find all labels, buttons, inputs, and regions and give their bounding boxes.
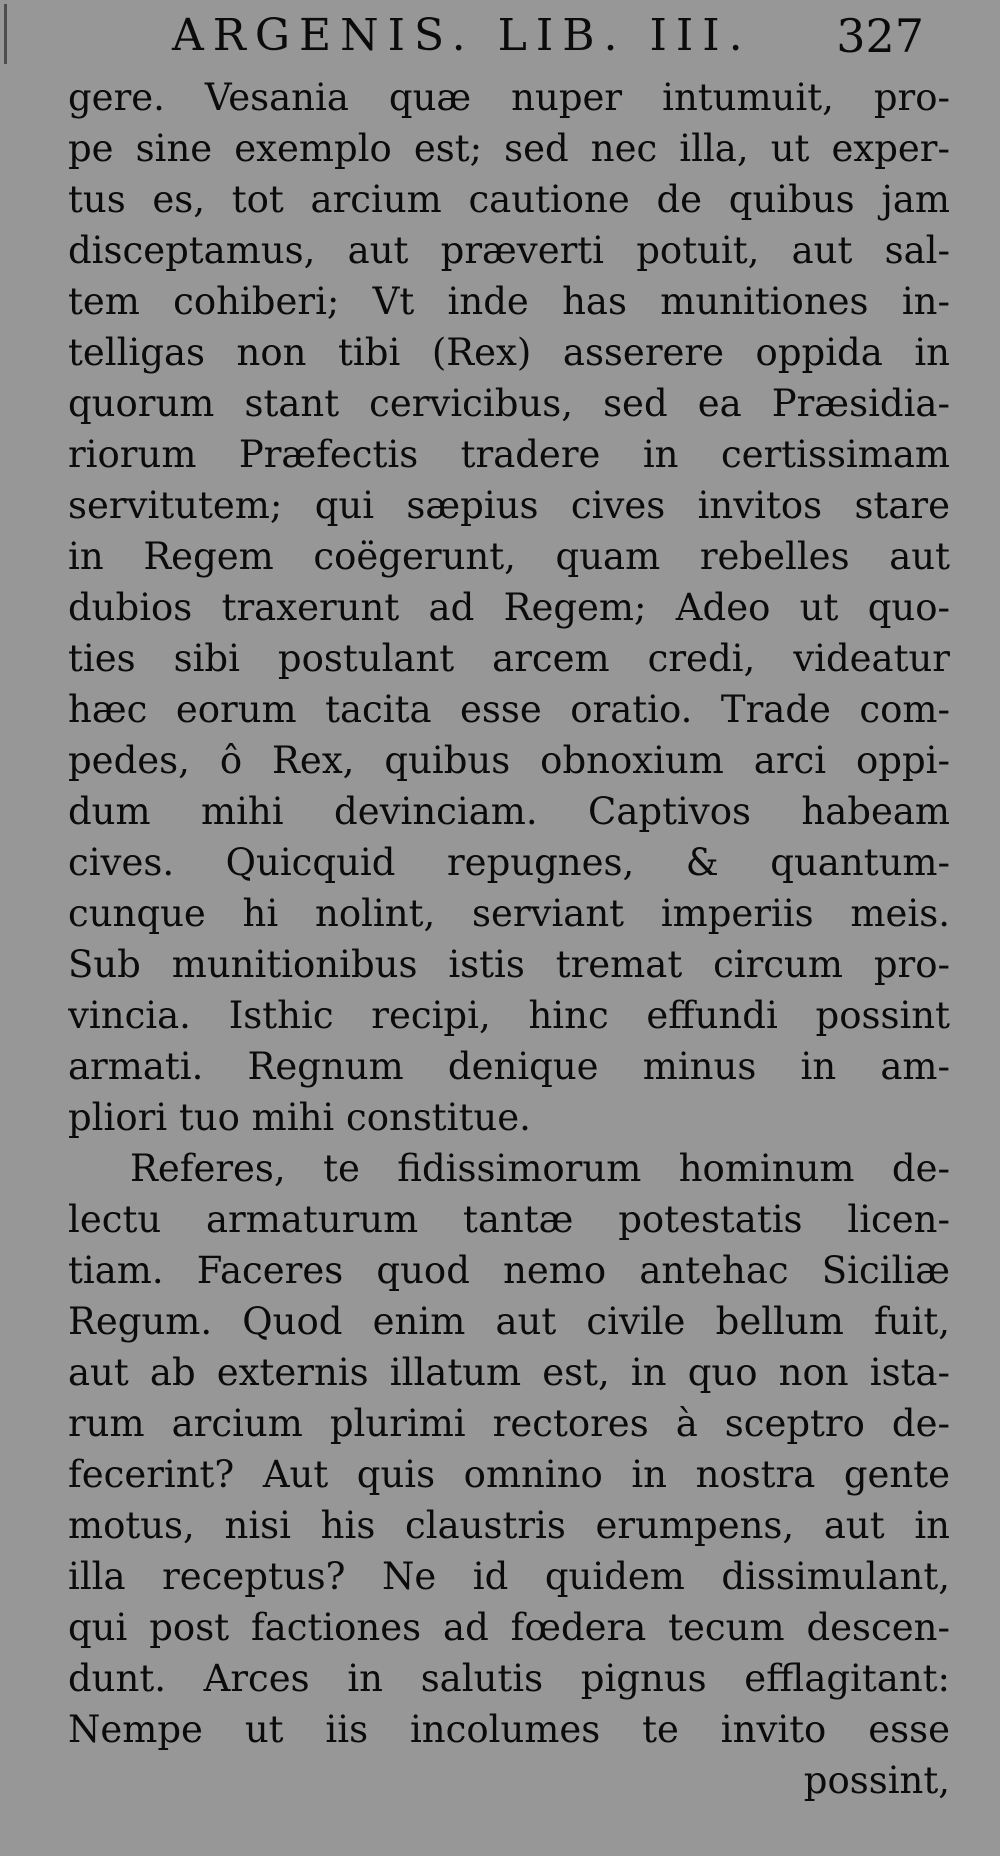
text-line: pe sine exemplo est; sed nec illa, ut exper- xyxy=(68,127,950,170)
text-line: tiam. Faceres quod nemo antehac Siciliæ xyxy=(68,1249,950,1292)
text-line: dubios traxerunt ad Regem; Adeo ut quo- xyxy=(68,586,950,629)
text-line: dunt. Arces in salutis pignus efflagitant: xyxy=(68,1657,950,1700)
text-line: qui post factiones ad fœdera tecum descen- xyxy=(68,1606,950,1649)
page-edge-mark xyxy=(4,4,23,64)
text-line: pliori tuo mihi constitue. xyxy=(68,1096,531,1139)
page-number: 327 xyxy=(836,9,924,63)
text-line: gere. Vesania quæ nuper intumuit, pro- xyxy=(68,76,950,119)
text-line: disceptamus, aut præverti potuit, aut sal- xyxy=(68,229,950,272)
text-line: lectu armaturum tantæ potestatis licen- xyxy=(68,1198,950,1241)
catchword: possint, xyxy=(803,1759,950,1802)
text-line: cunque hi nolint, serviant imperiis meis. xyxy=(68,892,950,935)
text-line: fecerint? Aut quis omnino in nostra gente xyxy=(68,1453,950,1496)
text-line: Nempe ut iis incolumes te invito esse xyxy=(68,1708,950,1751)
text-line: in Regem coëgerunt, quam rebelles aut xyxy=(68,535,950,578)
text-line: ties sibi postulant arcem credi, videatur xyxy=(68,637,950,680)
text-line: rum arcium plurimi rectores à sceptro de- xyxy=(68,1402,950,1445)
text-line: tus es, tot arcium cautione de quibus jam xyxy=(68,178,950,221)
text-line: vincia. Isthic recipi, hinc effundi possint xyxy=(68,994,950,1037)
paragraph-start-line: Referes, te fidissimorum hominum de- xyxy=(130,1147,950,1190)
text-line: pedes, ô Rex, quibus obnoxium arci oppi- xyxy=(68,739,950,782)
text-line: motus, nisi his claustris erumpens, aut in xyxy=(68,1504,950,1547)
text-line: aut ab externis illatum est, in quo non ista- xyxy=(68,1351,950,1394)
text-line: hæc eorum tacita esse oratio. Trade com- xyxy=(68,688,950,731)
running-title: ARGENIS. LIB. III. xyxy=(172,10,752,61)
text-line: tem cohiberi; Vt inde has munitiones in- xyxy=(68,280,950,323)
text-line: telligas non tibi (Rex) asserere oppida in xyxy=(68,331,950,374)
text-line: Sub munitionibus istis tremat circum pro- xyxy=(68,943,950,986)
text-line: quorum stant cervicibus, sed ea Præsidia- xyxy=(68,382,950,425)
text-line: riorum Præfectis tradere in certissimam xyxy=(68,433,950,476)
text-block xyxy=(68,72,950,1806)
text-line: Regum. Quod enim aut civile bellum fuit, xyxy=(68,1300,950,1343)
text-line: servitutem; qui sæpius cives invitos stare xyxy=(68,484,950,527)
text-line: illa receptus? Ne id quidem dissimulant, xyxy=(68,1555,950,1598)
text-line: dum mihi devinciam. Captivos habeam xyxy=(68,790,950,833)
text-line: armati. Regnum denique minus in am- xyxy=(68,1045,950,1088)
running-head xyxy=(172,8,932,64)
text-line: cives. Quicquid repugnes, & quantum- xyxy=(68,841,950,884)
